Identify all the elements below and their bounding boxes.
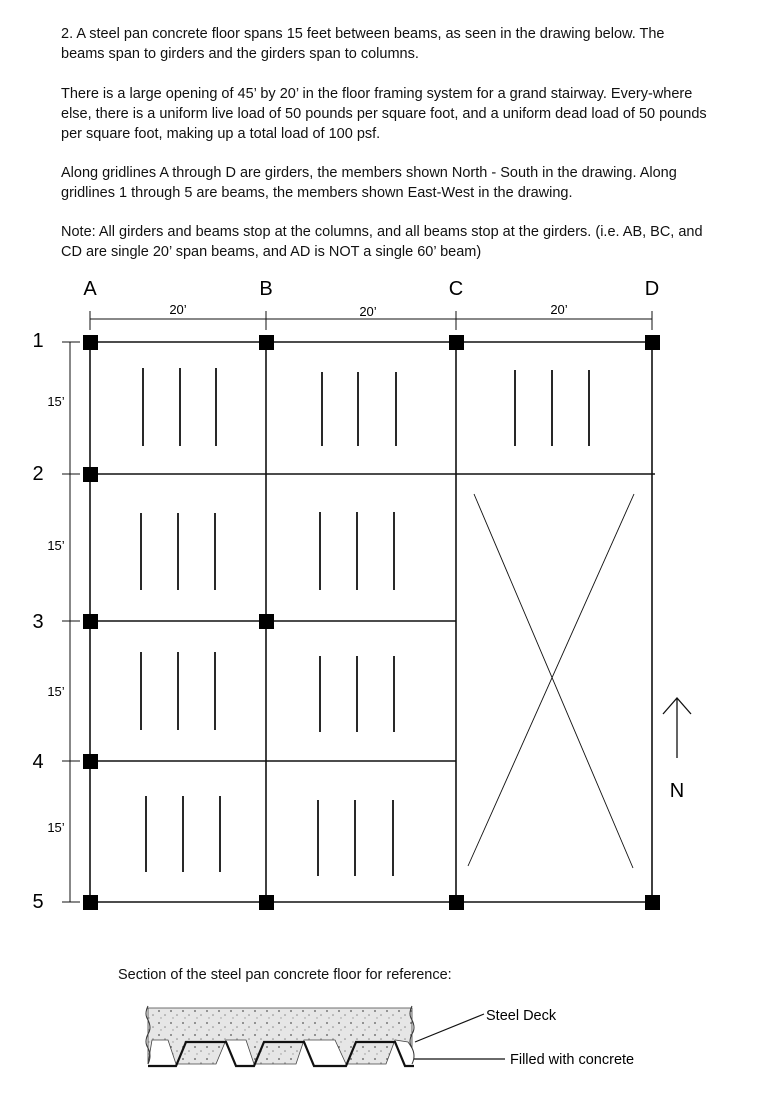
gridline-label-4: 4 [32, 751, 44, 773]
gridline-label-1: 1 [32, 330, 44, 352]
problem-paragraph-2: There is a large opening of 45’ by 20’ in the floor framing system for a grand stairway. Every-where else, there is a uniform live load of 50 pounds per square foot, and a uniform dead load of 50 pounds per square foot, making up a total load of 100 psf. [61, 86, 707, 142]
column-d5 [645, 895, 660, 910]
column-b5 [259, 895, 274, 910]
gridline-label-3: 3 [32, 611, 44, 633]
column-a5 [83, 895, 98, 910]
column-a3 [83, 614, 98, 629]
column-a1 [83, 335, 98, 350]
callout-concrete: Filled with concrete [510, 1052, 635, 1068]
section-caption: Section of the steel pan concrete floor for reference: [118, 967, 452, 983]
floor-framing-plan [0, 270, 774, 920]
girders [90, 342, 652, 902]
bay-width-cd: 20’ [550, 302, 568, 317]
problem-paragraph-3: Along gridlines A through D are girders, the members shown North - South in the drawing. Along gridlines 1 through 5 are beams, the members shown East-West in the drawing. [61, 165, 677, 201]
column-b1 [259, 335, 274, 350]
bay-width-bc: 20’ [359, 304, 377, 319]
callout-steel-deck: Steel Deck [486, 1008, 557, 1024]
gridline-label-a: A [83, 278, 97, 300]
beams [90, 342, 655, 902]
column-b3 [259, 614, 274, 629]
stair-opening-marker [468, 494, 634, 868]
north-label: N [669, 780, 685, 802]
north-arrow-icon [663, 698, 691, 758]
gridline-label-d: D [644, 278, 660, 300]
bay-depth-23: 15’ [47, 538, 65, 553]
left-dimension-line [62, 342, 80, 902]
gridline-label-b: B [259, 278, 273, 300]
bay-width-ab: 20’ [169, 302, 187, 317]
column-c1 [449, 335, 464, 350]
columns [83, 335, 660, 910]
gridline-label-c: C [448, 278, 464, 300]
problem-paragraph-4: Note: All girders and beams stop at the columns, and all beams stop at the girders. (i.e. AB, BC, and CD are single 20’ span beams, and AD is NOT a single 60’ beam) [61, 224, 703, 260]
gridline-label-2: 2 [32, 463, 44, 485]
column-d1 [645, 335, 660, 350]
column-c5 [449, 895, 464, 910]
bay-depth-12: 15’ [47, 394, 65, 409]
bay-depth-45: 15’ [47, 820, 65, 835]
column-a2 [83, 467, 98, 482]
steel-pan-section [0, 990, 774, 1090]
deck-span-marks [141, 368, 589, 876]
concrete-fill [148, 1008, 412, 1064]
problem-paragraph-1: 2. A steel pan concrete floor spans 15 feet between beams, as seen in the drawing below. The beams span to girders and the girders span to columns. [61, 26, 665, 62]
bay-depth-34: 15’ [47, 684, 65, 699]
column-a4 [83, 754, 98, 769]
gridline-label-5: 5 [32, 891, 44, 913]
